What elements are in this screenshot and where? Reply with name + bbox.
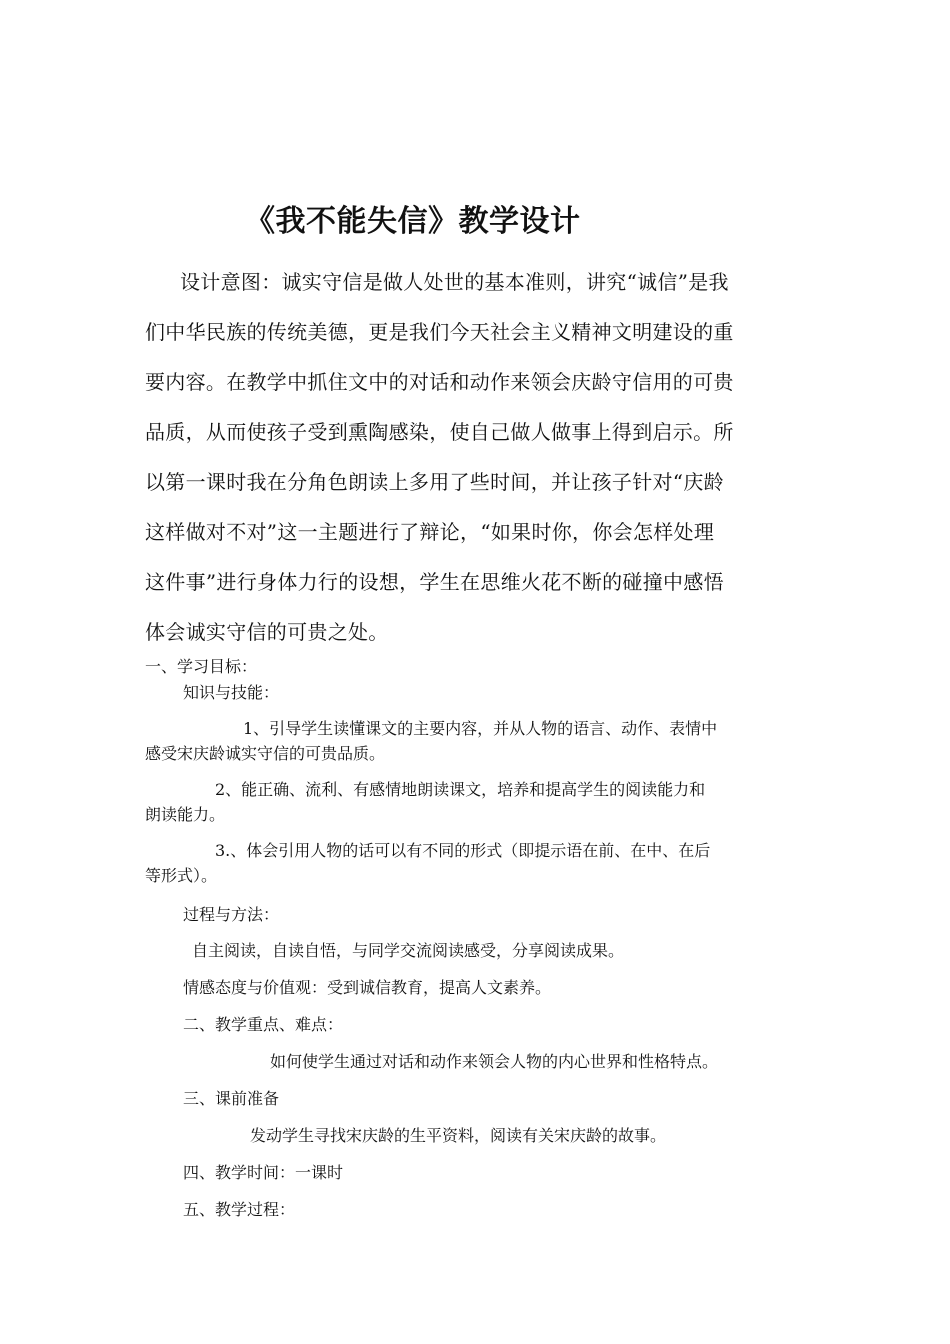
intro-line: 品质，从而使孩子受到熏陶感染，使自己做人做事上得到启示。所 [145,420,734,444]
section-heading-keypoints: 二、教学重点、难点： [183,1015,344,1034]
intro-line: 以第一课时我在分角色朗读上多用了些时间，并让孩子针对“庆龄 [145,470,724,494]
intro-line: 设计意图：诚实守信是做人处世的基本准则，讲究“诚信”是我 [180,270,729,294]
process-heading: 过程与方法： [183,905,280,924]
section-heading-preparation: 三、课前准备 [183,1089,280,1108]
intro-line: 这样做对不对”这一主题进行了辩论，“如果时你，你会怎样处理 [145,520,715,544]
intro-line: 们中华民族的传统美德，更是我们今天社会主义精神文明建设的重 [145,320,734,344]
emotion-text: 情感态度与价值观：受到诚信教育，提高人文素养。 [183,978,552,997]
goal-item-2: 2、能正确、流利、有感情地朗读课文，培养和提高学生的阅读能力和 [215,780,706,799]
goal-item-1: 1、引导学生读懂课文的主要内容，并从人物的语言、动作、表情中 [243,719,718,738]
goal-item-2-cont: 朗读能力。 [145,805,226,824]
goal-item-3: 3.、体会引用人物的话可以有不同的形式（即提示语在前、在中、在后 [215,841,711,860]
goal-item-1-cont: 感受宋庆龄诚实守信的可贵品质。 [145,744,386,763]
intro-line: 这件事”进行身体力行的设想，学生在思维火花不断的碰撞中感悟 [145,570,724,594]
section-heading-goals: 一、学习目标： [145,657,258,676]
knowledge-heading: 知识与技能： [183,683,280,702]
intro-line: 体会诚实守信的可贵之处。 [145,620,389,644]
document-title: 《我不能失信》教学设计 [245,204,581,239]
preparation-text: 发动学生寻找宋庆龄的生平资料，阅读有关宋庆龄的故事。 [250,1126,667,1145]
intro-line: 要内容。在教学中抓住文中的对话和动作来领会庆龄守信用的可贵 [145,370,734,394]
goal-item-3-cont: 等形式）。 [145,866,218,885]
keypoints-text: 如何使学生通过对话和动作来领会人物的内心世界和性格特点。 [270,1052,719,1071]
section-heading-time: 四、教学时间：一课时 [183,1163,344,1182]
process-text: 自主阅读，自读自悟，与同学交流阅读感受，分享阅读成果。 [192,941,625,960]
section-heading-process: 五、教学过程： [183,1200,296,1219]
